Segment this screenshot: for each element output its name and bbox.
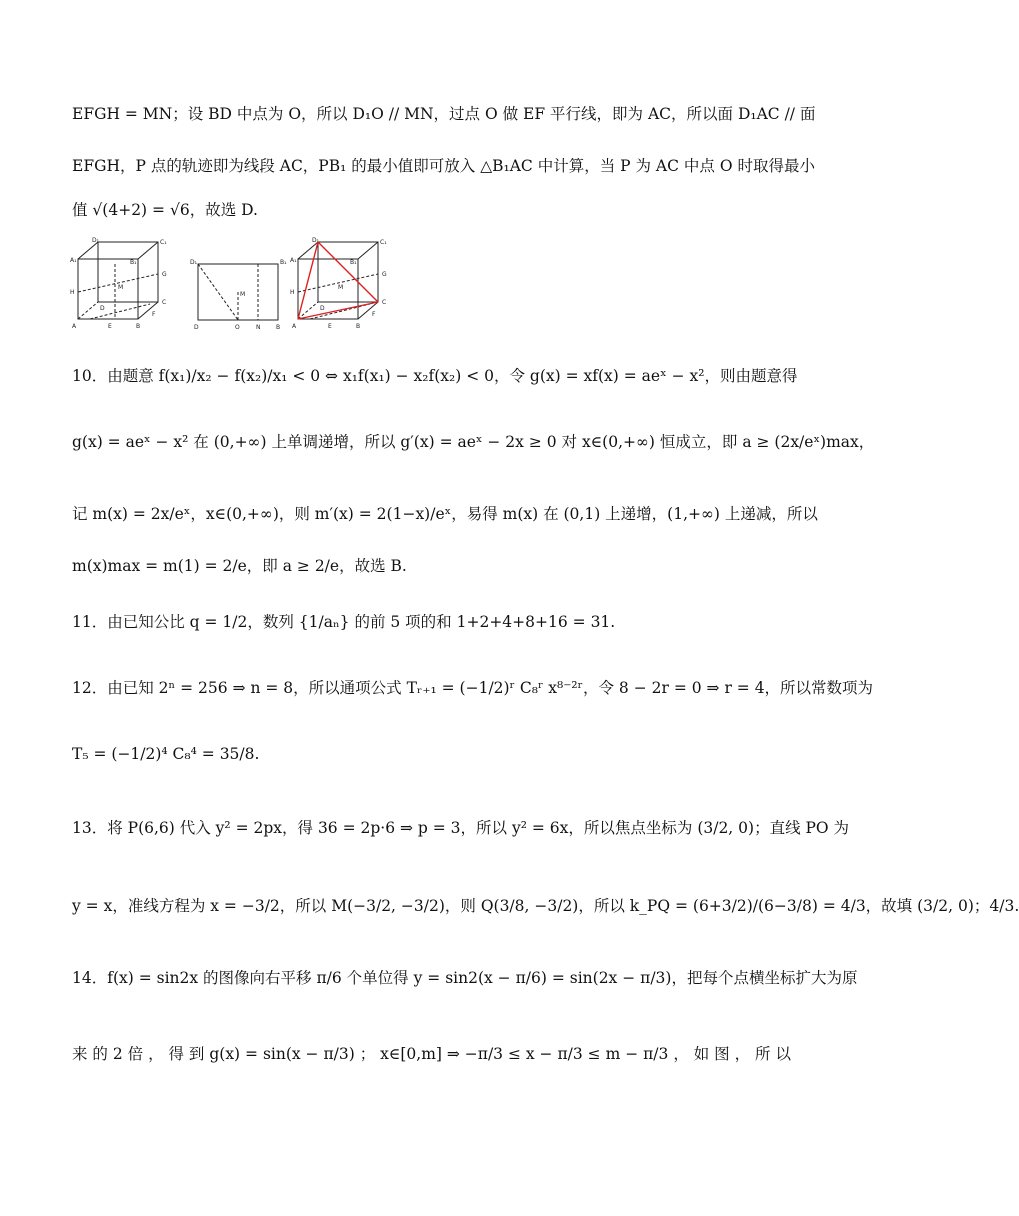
fig3-label-H: H [290,289,295,296]
fig1-label-D1: D₁ [92,237,100,244]
fig1-label-F: F [152,311,156,318]
fig3-label-C: C [382,299,387,306]
q10-line-1: 10．由题意 f(x₁)/x₂ − f(x₂)/x₁ < 0 ⇔ x₁f(x₁) − x₂f(x₂) < 0，令 g(x) = xf(x) = aeˣ − x²，则由题意得 [72,367,798,385]
fig3-label-D: D [320,305,325,312]
fig3-label-B1: B₁ [350,259,357,266]
fig1-label-B: B [136,323,141,330]
q13-line-2: y = x，准线方程为 x = −3/2，所以 M(−3/2, −3/2)，则 Q(3/8, −3/2)，所以 k_PQ = (6+3/2)/(6−3/8) = 4/3，故填 (3/2, 0)；4/3. [72,897,1019,915]
q13-line-1: 13．将 P(6,6) 代入 y² = 2px，得 36 = 2p·6 ⇒ p = 3，所以 y² = 6x，所以焦点坐标为 (3/2, 0)；直线 PO 为 [72,819,850,837]
fig1-label-C1: C₁ [160,239,167,246]
q10-line-3: 记 m(x) = 2x/eˣ，x∈(0,+∞)，则 m′(x) = 2(1−x)/eˣ，易得 m(x) 在 (0,1) 上递增，(1,+∞) 上递减，所以 [72,505,818,523]
fig2-label-B: B [276,324,281,331]
cube-2-labels [290,237,387,330]
prev-line-1: EFGH = MN；设 BD 中点为 O，所以 D₁O // MN，过点 O 做 EF 平行线，即为 AC，所以面 D₁AC // 面 [72,105,816,123]
fig1-label-M: M [118,284,124,291]
prev-line-2: EFGH，P 点的轨迹即为线段 AC，PB₁ 的最小值即可放入 △B₁AC 中计算，当 P 为 AC 中点 O 时取得最小 [72,157,815,175]
geometry-figures [70,234,400,334]
fig2-label-D1: D₁ [190,259,198,266]
fig1-label-C: C [162,299,167,306]
q14-line-1: 14．f(x) = sin2x 的图像向右平移 π/6 个单位得 y = sin2(x − π/6) = sin(2x − π/3)，把每个点横坐标扩大为原 [72,969,858,987]
fig3-label-B: B [356,323,361,330]
q10-line-2: g(x) = aeˣ − x² 在 (0,+∞) 上单调递增，所以 g′(x) = aeˣ − 2x ≥ 0 对 x∈(0,+∞) 恒成立，即 a ≥ (2x/eˣ)max， [72,433,875,451]
fig3-label-D1: D₁ [312,237,320,244]
fig1-label-G: G [162,271,167,278]
fig2-label-O: O [235,324,240,331]
fig3-label-C1: C₁ [380,239,387,246]
fig3-label-M: M [338,284,344,291]
fig1-label-E: E [108,323,112,330]
fig3-label-A: A [292,323,297,330]
q11-line-1: 11．由已知公比 q = 1/2，数列 {1/aₙ} 的前 5 项的和 1+2+4+8+16 = 31. [72,613,616,631]
fig2-label-B1: B₁ [280,259,287,266]
fig2-label-D: D [194,324,199,331]
q14-line-2: 来 的 2 倍 ， 得 到 g(x) = sin(x − π/3) ； x∈[0,m] ⇒ −π/3 ≤ x − π/3 ≤ m − π/3 ， 如 图 ， 所 以 [72,1045,791,1063]
fig3-label-A1: A₁ [290,257,297,264]
fig2-label-N: N [256,324,261,331]
q12-line-1: 12．由已知 2ⁿ = 256 ⇒ n = 8，所以通项公式 Tᵣ₊₁ = (−1/2)ʳ C₈ʳ x⁸⁻²ʳ，令 8 − 2r = 0 ⇒ r = 4，所以常数项为 [72,679,874,697]
red-triangle [298,242,378,319]
fig1-label-B1: B₁ [130,259,137,266]
fig2-label-M: M [240,291,246,298]
fig1-label-A1: A₁ [70,257,77,264]
rectangle-figure [198,264,278,320]
cube-figure-1 [78,242,158,319]
cube-figure-2 [298,242,378,319]
fig1-label-A: A [72,323,77,330]
cube-1-labels [70,237,167,330]
fig1-label-D: D [100,305,105,312]
fig3-label-E: E [328,323,332,330]
q12-line-2: T₅ = (−1/2)⁴ C₈⁴ = 35/8. [72,745,260,763]
prev-line-3: 值 √(4+2) = √6，故选 D. [72,201,258,219]
fig3-label-F: F [372,311,376,318]
q10-line-4: m(x)max = m(1) = 2/e，即 a ≥ 2/e，故选 B. [72,557,407,575]
fig3-label-G: G [382,271,387,278]
fig1-label-H: H [70,289,75,296]
